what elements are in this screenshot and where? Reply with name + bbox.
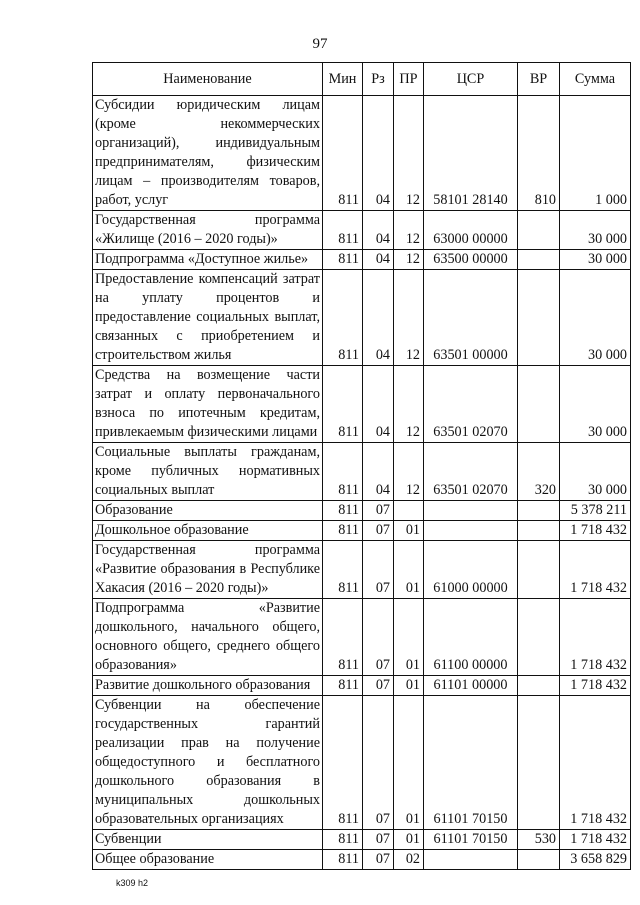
row-rz: 04 [363,443,394,501]
row-name: Предоставление компенсаций затрат на уплату процентов и предоставление социальных выплат, связанных с приобретением и строительством жилья [93,270,323,366]
header-name: Наименование [93,63,323,96]
row-rz: 07 [363,521,394,541]
row-vr [518,676,560,696]
row-min: 811 [323,541,363,599]
row-pr: 12 [394,270,424,366]
row-rz: 04 [363,211,394,250]
row-name: Государственная программа «Жилище (2016 – 2020 годы)» [93,211,323,250]
row-rz: 07 [363,599,394,676]
header-vr: ВР [518,63,560,96]
row-min: 811 [323,96,363,211]
row-name: Подпрограмма «Развитие дошкольного, начального общего, основного общего, среднего общего образования» [93,599,323,676]
row-pr: 01 [394,830,424,850]
row-sum: 1 718 432 [560,541,631,599]
row-vr [518,541,560,599]
row-csr: 61101 70150 [424,830,518,850]
header-row [93,63,631,96]
row-min: 811 [323,830,363,850]
row-csr: 63501 02070 [424,366,518,443]
row-min: 811 [323,270,363,366]
row-name: Общее образование [93,850,323,870]
row-vr [518,850,560,870]
row-sum: 30 000 [560,270,631,366]
row-pr [394,501,424,521]
header-min: Мин [323,63,363,96]
row-pr: 01 [394,599,424,676]
row-rz: 07 [363,541,394,599]
row-name: Социальные выплаты гражданам, кроме публичных нормативных социальных выплат [93,443,323,501]
budget-table [92,62,631,870]
row-pr: 12 [394,211,424,250]
row-pr: 02 [394,850,424,870]
table-row [93,830,631,850]
row-sum: 30 000 [560,250,631,270]
row-sum: 1 000 [560,96,631,211]
row-pr: 12 [394,96,424,211]
row-min: 811 [323,696,363,830]
row-name: Субвенции [93,830,323,850]
row-name: Образование [93,501,323,521]
row-name: Субсидии юридическим лицам (кроме некоммерческих организаций), индивидуальным предпринимателям, физическим лицам – производителям товаров, работ, услуг [93,96,323,211]
row-name: Развитие дошкольного образования [93,676,323,696]
row-rz: 07 [363,696,394,830]
footer-code: k309 h2 [116,878,149,888]
row-min: 811 [323,366,363,443]
table-row [93,250,631,270]
row-rz: 04 [363,96,394,211]
header-pr: ПР [394,63,424,96]
row-vr: 320 [518,443,560,501]
row-name: Государственная программа «Развитие образования в Республике Хакасия (2016 – 2020 годы)» [93,541,323,599]
row-vr [518,250,560,270]
row-pr: 12 [394,250,424,270]
row-min: 811 [323,501,363,521]
row-min: 811 [323,599,363,676]
table-row [93,599,631,676]
row-rz: 04 [363,270,394,366]
row-vr [518,501,560,521]
row-vr [518,521,560,541]
row-min: 811 [323,211,363,250]
table-row [93,211,631,250]
row-csr: 63500 00000 [424,250,518,270]
row-rz: 04 [363,250,394,270]
row-name: Средства на возмещение части затрат и оплату первоначального взноса по ипотечным кредитам, привлекаемым физическими лицами [93,366,323,443]
table-row [93,676,631,696]
row-sum: 1 718 432 [560,696,631,830]
row-csr: 63501 02070 [424,443,518,501]
row-vr [518,366,560,443]
row-vr [518,696,560,830]
row-sum: 1 718 432 [560,521,631,541]
row-pr: 12 [394,366,424,443]
row-min: 811 [323,850,363,870]
row-rz: 07 [363,676,394,696]
row-rz: 07 [363,830,394,850]
row-csr: 58101 28140 [424,96,518,211]
table-row [93,366,631,443]
page-number: 97 [312,36,328,52]
row-csr [424,850,518,870]
row-sum: 3 658 829 [560,850,631,870]
header-csr: ЦСР [424,63,518,96]
row-sum: 1 718 432 [560,599,631,676]
row-rz: 04 [363,366,394,443]
row-sum: 5 378 211 [560,501,631,521]
table-row [93,696,631,830]
row-sum: 30 000 [560,211,631,250]
row-csr: 63501 00000 [424,270,518,366]
row-csr: 61101 00000 [424,676,518,696]
row-sum: 1 718 432 [560,676,631,696]
row-csr [424,521,518,541]
row-min: 811 [323,676,363,696]
row-csr: 61000 00000 [424,541,518,599]
row-rz: 07 [363,501,394,521]
row-sum: 30 000 [560,443,631,501]
row-pr: 01 [394,676,424,696]
row-vr [518,270,560,366]
row-min: 811 [323,443,363,501]
table-row [93,443,631,501]
row-sum: 1 718 432 [560,830,631,850]
row-vr [518,211,560,250]
row-name: Подпрограмма «Доступное жилье» [93,250,323,270]
row-name: Субвенции на обеспечение государственных гарантий реализации прав на получение общедоступного и бесплатного дошкольного образования в муниципальных дошкольных образовательных организациях [93,696,323,830]
table-row [93,850,631,870]
row-csr [424,501,518,521]
row-sum: 30 000 [560,366,631,443]
row-min: 811 [323,250,363,270]
table-row [93,521,631,541]
table-row [93,96,631,211]
row-pr: 01 [394,696,424,830]
table-row [93,541,631,599]
row-pr: 01 [394,521,424,541]
header-sum: Сумма [560,63,631,96]
row-vr: 530 [518,830,560,850]
row-pr: 01 [394,541,424,599]
table-row [93,501,631,521]
row-vr: 810 [518,96,560,211]
row-rz: 07 [363,850,394,870]
row-csr: 61100 00000 [424,599,518,676]
row-min: 811 [323,521,363,541]
header-rz: Рз [363,63,394,96]
row-csr: 63000 00000 [424,211,518,250]
row-name: Дошкольное образование [93,521,323,541]
row-vr [518,599,560,676]
table-row [93,270,631,366]
row-pr: 12 [394,443,424,501]
row-csr: 61101 70150 [424,696,518,830]
